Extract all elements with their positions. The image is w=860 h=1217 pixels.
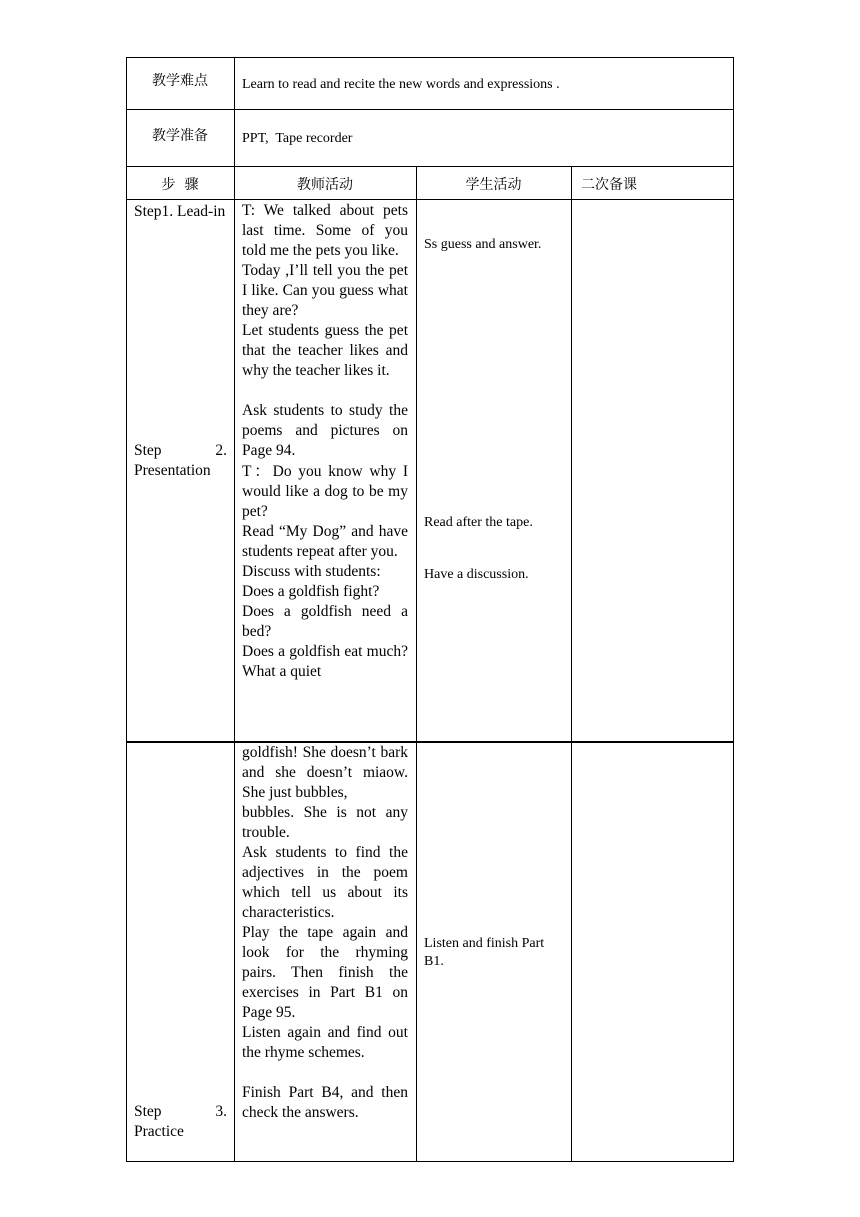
teacher-paragraph: Listen again and find out the rhyme schemes. [242, 1024, 408, 1061]
column-divider [416, 166, 417, 1162]
teacher-paragraph: Read “My Dog” and have students repeat after you. [242, 523, 408, 560]
preparation-value: PPT, Tape recorder [242, 131, 353, 146]
header-student-activity: 学生活动 [465, 177, 522, 193]
teacher-paragraph: Ask students to find the adjectives in the poem which tell us about its characteristics. [242, 844, 408, 921]
step1-label: Step1. Lead-in [134, 203, 226, 220]
teacher-paragraph: Ask students to study the poems and pictures on Page 94. [242, 402, 408, 459]
spacer [242, 1063, 408, 1083]
column-divider [571, 166, 572, 1162]
header-second-preparation: 二次备课 [581, 177, 637, 193]
teacher-paragraph: T：Do you know why I would like a dog to be my pet? [242, 463, 408, 520]
student-activity-item: Listen and finish Part B1. [424, 936, 545, 969]
row-divider [126, 166, 734, 167]
column-divider [234, 57, 235, 1162]
header-steps: 步 骤 [161, 177, 199, 193]
difficulty-label: 教学难点 [152, 73, 208, 89]
difficulty-value: Learn to read and recite the new words and expressions . [242, 77, 560, 92]
step3-label-line1: Step 3. [134, 1103, 227, 1120]
student-activity-item: Have a discussion. [424, 567, 529, 582]
student-activity-item: Read after the tape. [424, 515, 533, 530]
teacher-paragraph: Finish Part B4, and then check the answers. [242, 1084, 408, 1121]
teacher-paragraph: Does a goldfish need a bed? [242, 603, 408, 640]
table-border-bottom [126, 1161, 734, 1162]
teacher-paragraph: Today ,I’ll tell you the pet I like. Can you guess what they are? [242, 262, 408, 319]
header-teacher-activity: 教师活动 [297, 177, 353, 193]
spacer [242, 381, 408, 401]
teacher-paragraph: goldfish! She doesn’t bark and she doesn’t miaow. She just bubbles, [242, 744, 408, 801]
step2-label-line1: Step 2. [134, 442, 227, 459]
teacher-activity-block2 [242, 743, 408, 1123]
teacher-paragraph: Does a goldfish fight? [242, 583, 380, 600]
teacher-paragraph: Play the tape again and look for the rhyming pairs. Then finish the exercises in Part B1 on Page 95. [242, 924, 408, 1021]
table-border-right [733, 57, 734, 1162]
teacher-paragraph: Does a goldfish eat much? What a quiet [242, 643, 408, 680]
row-divider [126, 199, 734, 200]
step2-label-line2: Presentation [134, 462, 211, 479]
teacher-paragraph: Discuss with students: [242, 563, 381, 580]
table-border-left [126, 57, 127, 1162]
step3-label-line2: Practice [134, 1123, 184, 1140]
row-divider [126, 741, 734, 743]
preparation-label: 教学准备 [152, 128, 208, 144]
teacher-activity-block1 [242, 201, 408, 682]
teacher-paragraph: bubbles. She is not any trouble. [242, 804, 408, 841]
teacher-paragraph: Let students guess the pet that the teacher likes and why the teacher likes it. [242, 322, 408, 379]
row-divider [126, 109, 734, 110]
student-activity-item: Ss guess and answer. [424, 237, 542, 252]
teacher-paragraph: T: We talked about pets last time. Some of you told me the pets you like. [242, 202, 408, 259]
table-border-top [126, 57, 734, 58]
